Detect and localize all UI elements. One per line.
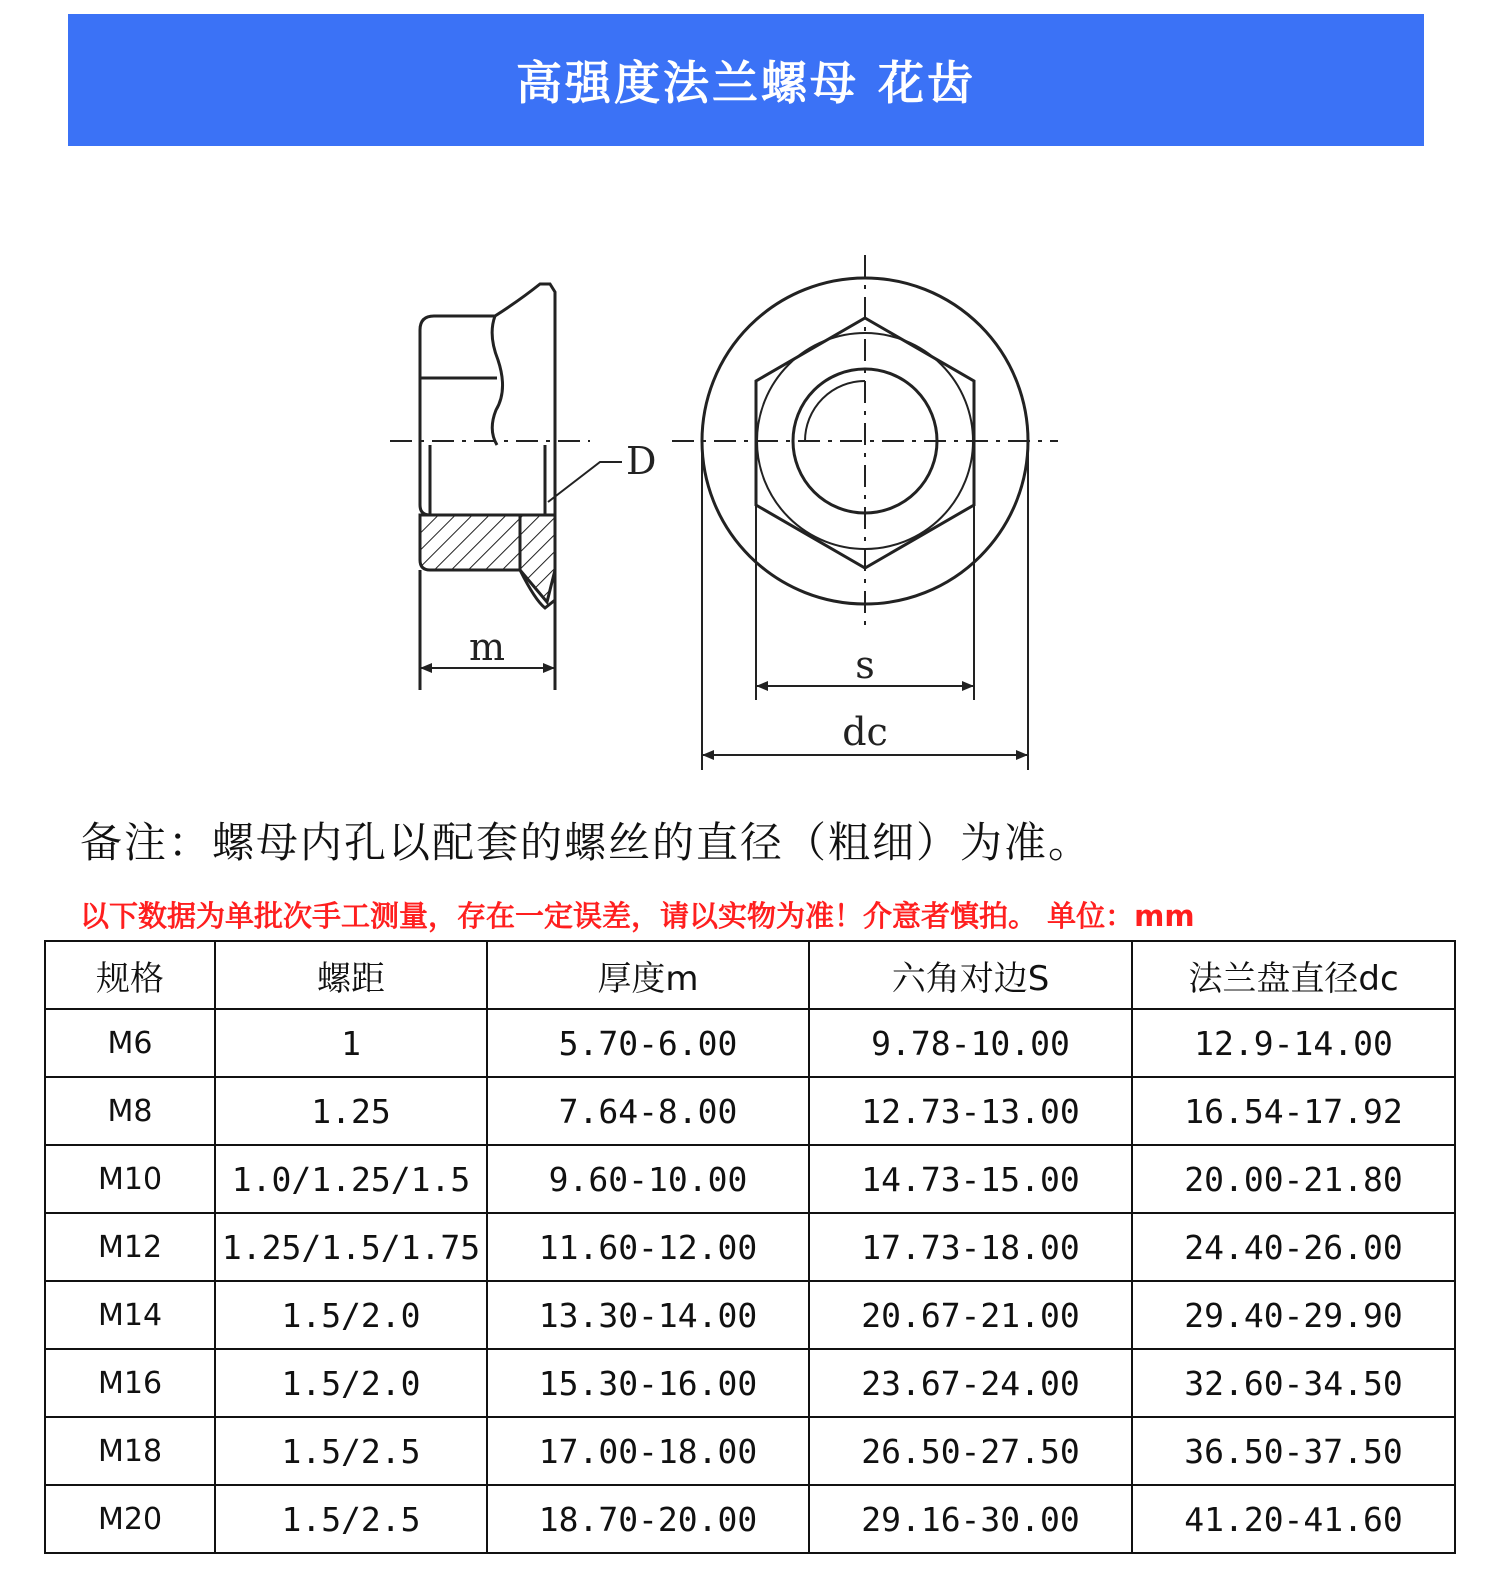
table-row xyxy=(45,1145,1455,1213)
table-row xyxy=(45,1213,1455,1281)
label-dc: dc xyxy=(842,710,888,754)
side-view xyxy=(390,284,622,690)
cell-pitch: 1.5/2.0 xyxy=(215,1281,487,1349)
cell-spec: M16 xyxy=(45,1349,215,1417)
cell-hex-width: 23.67-24.00 xyxy=(809,1349,1132,1417)
table-row xyxy=(45,1485,1455,1553)
label-m: m xyxy=(468,625,506,669)
table-row xyxy=(45,1077,1455,1145)
header-thickness: 厚度m xyxy=(487,941,809,1009)
cell-thickness: 15.30-16.00 xyxy=(487,1349,809,1417)
cell-pitch: 1 xyxy=(215,1009,487,1077)
cell-pitch: 1.0/1.25/1.5 xyxy=(215,1145,487,1213)
page-title: 高强度法兰螺母 花齿 xyxy=(515,56,976,110)
cell-thickness: 18.70-20.00 xyxy=(487,1485,809,1553)
cell-spec: M12 xyxy=(45,1213,215,1281)
spec-table xyxy=(44,940,1456,1554)
cell-pitch: 1.25 xyxy=(215,1077,487,1145)
cell-hex-width: 12.73-13.00 xyxy=(809,1077,1132,1145)
table-row xyxy=(45,1009,1455,1077)
cell-thickness: 9.60-10.00 xyxy=(487,1145,809,1213)
cell-pitch: 1.25/1.5/1.75 xyxy=(215,1213,487,1281)
cell-flange-diameter: 29.40-29.90 xyxy=(1132,1281,1455,1349)
cell-flange-diameter: 16.54-17.92 xyxy=(1132,1077,1455,1145)
label-D: D xyxy=(626,439,657,483)
table-row xyxy=(45,1417,1455,1485)
cell-thickness: 17.00-18.00 xyxy=(487,1417,809,1485)
cell-flange-diameter: 41.20-41.60 xyxy=(1132,1485,1455,1553)
flange-nut-diagram xyxy=(0,240,1500,785)
cell-flange-diameter: 32.60-34.50 xyxy=(1132,1349,1455,1417)
cell-flange-diameter: 12.9-14.00 xyxy=(1132,1009,1455,1077)
title-banner xyxy=(68,14,1424,146)
header-hex-width: 六角对边S xyxy=(809,941,1132,1009)
cell-hex-width: 29.16-30.00 xyxy=(809,1485,1132,1553)
cell-thickness: 5.70-6.00 xyxy=(487,1009,809,1077)
cell-spec: M8 xyxy=(45,1077,215,1145)
table-row xyxy=(45,1349,1455,1417)
cell-flange-diameter: 24.40-26.00 xyxy=(1132,1213,1455,1281)
cell-spec: M10 xyxy=(45,1145,215,1213)
disclaimer-text: 以下数据为单批次手工测量，存在一定误差，请以实物为准！介意者慎拍。 单位：mm xyxy=(80,899,1195,933)
cell-thickness: 11.60-12.00 xyxy=(487,1213,809,1281)
cell-flange-diameter: 36.50-37.50 xyxy=(1132,1417,1455,1485)
header-pitch: 螺距 xyxy=(215,941,487,1009)
cell-hex-width: 14.73-15.00 xyxy=(809,1145,1132,1213)
front-view xyxy=(672,255,1058,770)
label-s: s xyxy=(855,643,875,687)
cell-spec: M18 xyxy=(45,1417,215,1485)
cell-thickness: 7.64-8.00 xyxy=(487,1077,809,1145)
cell-spec: M20 xyxy=(45,1485,215,1553)
cell-hex-width: 20.67-21.00 xyxy=(809,1281,1132,1349)
cell-pitch: 1.5/2.5 xyxy=(215,1417,487,1485)
cell-hex-width: 17.73-18.00 xyxy=(809,1213,1132,1281)
note-text: 备注：螺母内孔以配套的螺丝的直径（粗细）为准。 xyxy=(80,818,1093,867)
header-flange-diameter: 法兰盘直径dc xyxy=(1132,941,1455,1009)
cell-pitch: 1.5/2.5 xyxy=(215,1485,487,1553)
cell-spec: M6 xyxy=(45,1009,215,1077)
cell-hex-width: 9.78-10.00 xyxy=(809,1009,1132,1077)
cell-thickness: 13.30-14.00 xyxy=(487,1281,809,1349)
cell-hex-width: 26.50-27.50 xyxy=(809,1417,1132,1485)
cell-flange-diameter: 20.00-21.80 xyxy=(1132,1145,1455,1213)
cell-spec: M14 xyxy=(45,1281,215,1349)
table-row xyxy=(45,1281,1455,1349)
table-header-row xyxy=(45,941,1455,1009)
header-spec: 规格 xyxy=(45,941,215,1009)
cell-pitch: 1.5/2.0 xyxy=(215,1349,487,1417)
